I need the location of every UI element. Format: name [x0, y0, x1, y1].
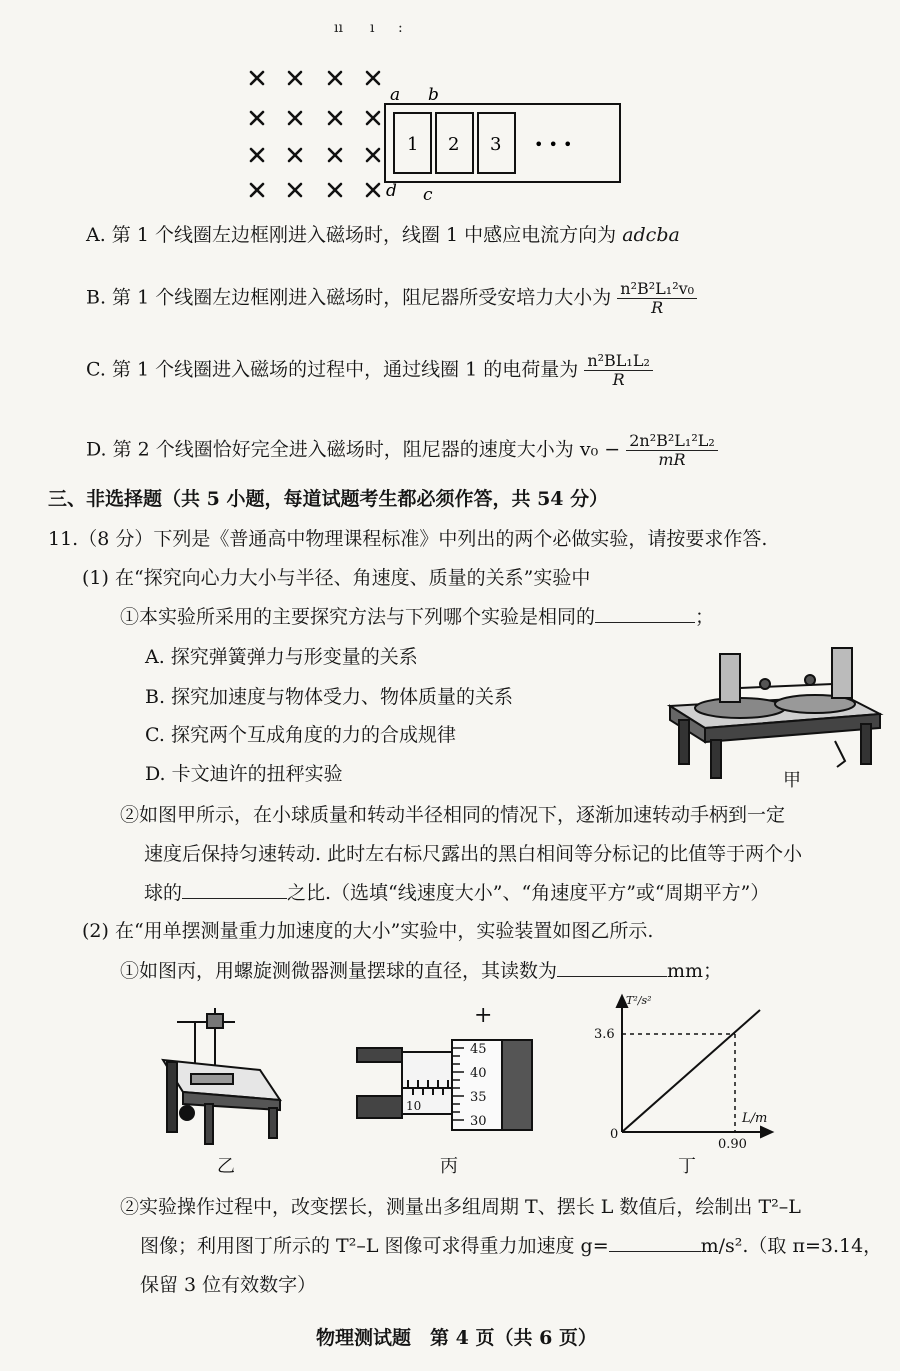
svg-text::: :: [398, 20, 403, 36]
q11-stem: 11.（8 分）下列是《普通高中物理课程标准》中列出的两个必做实验，请按要求作答.: [48, 528, 768, 550]
page-footer: 物理测试题 第 4 页（共 6 页）: [316, 1327, 597, 1349]
micrometer-tick-35: 35: [470, 1090, 487, 1105]
q11-part2-sub1-pre: ①如图丙，用螺旋测微器测量摆球的直径，其读数为: [120, 960, 558, 982]
svg-text:ıı: ıı: [334, 20, 343, 36]
q11-part2-sub2-line2: [140, 1233, 882, 1259]
centripetal-apparatus-figure: [665, 636, 890, 796]
coil-1-label: 1: [407, 134, 419, 155]
micrometer-tick-45: 45: [470, 1042, 487, 1057]
micrometer-tick-30: 30: [470, 1114, 487, 1129]
field-crosses: [251, 72, 379, 196]
option-a-text: A. 第 1 个线圈左边框刚进入磁场时，线圈 1 中感应电流方向为: [86, 224, 623, 246]
option-a: [86, 222, 680, 248]
q11-part1-sub2-line3-post: 之比.（选填“线速度大小”、“角速度平方”或“周期平方”）: [287, 882, 770, 904]
option-c-fraction: [584, 352, 653, 389]
option-d: [86, 432, 718, 469]
corner-b: b: [428, 85, 439, 105]
fig-ding-label: 丁: [678, 1156, 696, 1177]
fig-jia-label: 甲: [783, 770, 801, 791]
q11-part2-sub2-line3: 保留 3 位有效数字）: [140, 1274, 317, 1296]
choice-c: C. 探究两个互成角度的力的合成规律: [145, 724, 456, 746]
coil-dots: • • •: [534, 135, 573, 154]
answer-blank-ratio[interactable]: [182, 880, 287, 899]
q11-part1-sub2-line3-pre: 球的: [144, 882, 183, 904]
answer-blank-gravity[interactable]: [609, 1233, 701, 1252]
corner-a: a: [390, 85, 401, 105]
damper-frame: [385, 104, 620, 182]
graph-y-label: T²/s²: [626, 994, 652, 1007]
data-line: [622, 1010, 760, 1132]
option-c-numerator: n²BL₁L₂: [584, 352, 653, 371]
choice-d: D. 卡文迪许的扭秤实验: [145, 763, 343, 785]
answer-blank-method[interactable]: [595, 604, 695, 623]
t2-l-graph: [590, 990, 780, 1180]
coil-2-label: 2: [448, 134, 460, 155]
corner-d: d: [386, 181, 397, 201]
q11-part2-sub2-line2-pre: 图像；利用图丁所示的 T²–L 图像可求得重力加速度 g=: [140, 1235, 609, 1257]
pendulum-setup-figure: [155, 1000, 290, 1180]
option-a-tail: adcba: [622, 224, 680, 246]
q11-part2-sub2-line2-post: m/s².（取 π=3.14，: [700, 1235, 883, 1257]
graph-origin: 0: [610, 1127, 619, 1142]
q11-part2-sub2-line1: ②实验操作过程中，改变摆长，测量出多组周期 T、摆长 L 数值后，绘制出 T²–L: [120, 1196, 801, 1218]
option-b-numerator: n²B²L₁²v₀: [617, 280, 697, 299]
micrometer-tick-40: 40: [470, 1066, 487, 1081]
graph-x-label: L/m: [742, 1111, 768, 1126]
option-b: [86, 280, 697, 317]
graph-x-tick: 0.90: [718, 1137, 747, 1152]
q11-part1-sub2-line2: 速度后保持匀速转动. 此时左右标尺露出的黑白相间等分标记的比值等于两个小: [144, 843, 803, 865]
option-d-numerator: 2n²B²L₁²L₂: [626, 432, 718, 451]
micrometer-figure: [352, 1000, 542, 1180]
q11-part2-sub1-post: mm；: [667, 960, 723, 982]
q11-part1-sub1-text: ①本实验所采用的主要探究方法与下列哪个实验是相同的: [120, 606, 596, 628]
answer-blank-diameter[interactable]: [557, 958, 667, 977]
q11-part1-sub2-line3: [144, 880, 769, 906]
micrometer-main-label: 10: [406, 1099, 422, 1113]
q11-part1-sub2-line1: ②如图甲所示，在小球质量和转动半径相同的情况下，逐渐加速转动手柄到一定: [120, 804, 786, 826]
fig-bing-label: 丙: [440, 1156, 458, 1177]
micrometer-plus: +: [474, 1003, 493, 1028]
option-c-denominator: R: [612, 370, 625, 389]
section-3-heading: 三、非选择题（共 5 小题，每道试题考生都必须作答，共 54 分）: [48, 488, 609, 510]
q11-part2-sub1: [120, 958, 722, 984]
option-b-fraction: [617, 280, 697, 317]
fig-yi-label: 乙: [217, 1156, 235, 1177]
q11-part2: (2) 在“用单摆测量重力加速度的大小”实验中，实验装置如图乙所示.: [82, 920, 654, 942]
choice-a: A. 探究弹簧弹力与形变量的关系: [145, 646, 418, 668]
stray-marks: [334, 20, 403, 36]
option-c: [86, 352, 653, 389]
option-d-denominator: mR: [658, 450, 686, 469]
svg-text:ı: ı: [370, 20, 375, 36]
option-b-denominator: R: [651, 298, 664, 317]
option-d-text: D. 第 2 个线圈恰好完全进入磁场时，阻尼器的速度大小为 v₀ −: [86, 438, 627, 461]
option-b-text: B. 第 1 个线圈左边框刚进入磁场时，阻尼器所受安培力大小为: [86, 286, 612, 309]
magnetic-field-figure: [230, 10, 650, 210]
q11-part1: (1) 在“探究向心力大小与半径、角速度、质量的关系”实验中: [82, 567, 591, 589]
option-d-fraction: [626, 432, 718, 469]
corner-c: c: [423, 185, 433, 205]
coil-3-label: 3: [490, 134, 502, 155]
choice-b: B. 探究加速度与物体受力、物体质量的关系: [145, 686, 514, 708]
q11-part1-sub1-end: ；: [695, 606, 715, 628]
option-c-text: C. 第 1 个线圈进入磁场的过程中，通过线圈 1 的电荷量为: [86, 358, 579, 381]
graph-y-tick: 3.6: [594, 1027, 615, 1042]
q11-part1-sub1: [120, 604, 714, 630]
